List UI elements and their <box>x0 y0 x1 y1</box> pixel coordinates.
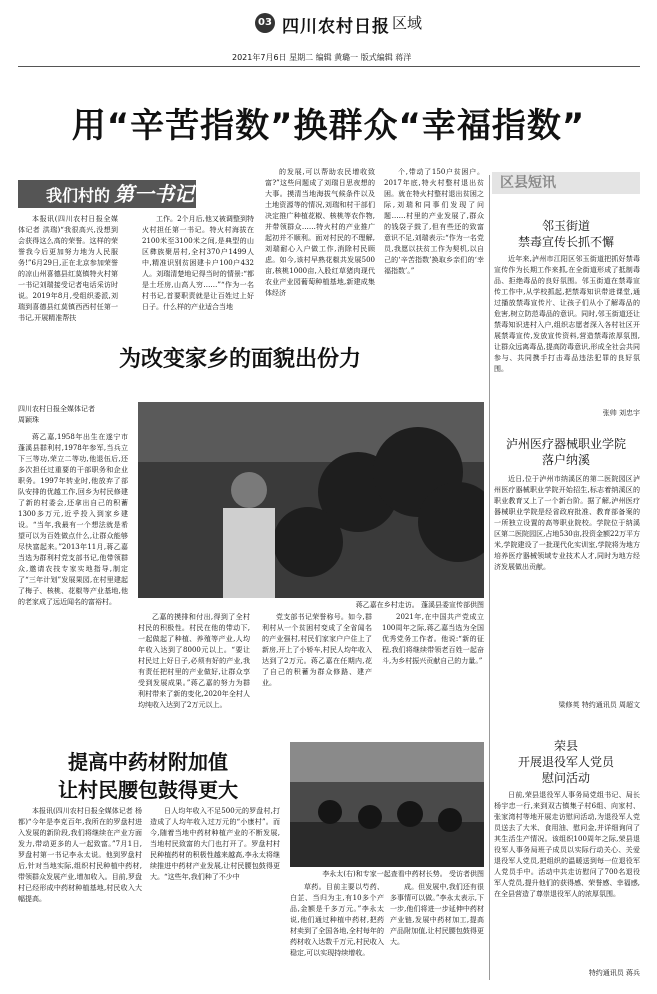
article2-col1: 蒋乙嘉,1958年出生在遂宁市蓬溪县群利村,1978年参军,当兵立下三等功,荣立二等功,他退伍后,还多次担任过重要的干部职务和企业职务。1997年转业时,他放弃了部队安排的优越工作,回乡为村民修建了新的村委会,还拿出自己的积蓄1300多万元,近乎投入到家乡建设。“当年,我最有一个想法就是希望可以为百姓做点什么,让群众能够尽快富起来。”2013年11月,蒋乙嘉当选为群利村党支部书记,他带领群众,邀请农技专家实地指导,制定了“三年计划”发展果园,在村里建起了梅子、核桃、花椒等产业基地,他的老家成了远近闻名的富裕村。 <box>18 433 128 606</box>
article-main-col4: 个,带动了150户贫困户。2017年底,特火村整村退出贫困。就在特火村整村退出贫困之际,刘瑞和同事们发现了问题……村里的产业发展了,群众的钱袋子鼓了,但有些还的致富意识不足,刘瑞表示:“作为一名党员,我愿以扶贫工作为契机,以自己的‘辛苦指数’换取乡亲们的‘幸福指数’。” <box>384 168 484 275</box>
article3-photo-caption: 李永太(右)和专家一起查看中药材长势。 受访者供图 <box>322 870 484 878</box>
sidebar-item-sign: 梁修英 特约通讯员 周超文 <box>558 701 640 709</box>
sidebar-item-title: 邻玉街道 禁毒宣传长抓不懈 <box>517 219 614 249</box>
sidebar-band: 区县短讯 <box>492 172 640 194</box>
sidebar-item-body: 日前,荣县退役军人事务局党组书记、局长杨宇忠一行,来到双古镇集子村6组、向家村、张家湾村等地开展走访慰问活动,为退役军人党员送去了大米、食用油、慰问金,并详细询问了其生活生产情况。该组织100周年之际,荣县退役军人事务局班子成员以实际行动关心、关爱退役军人党员,把组织的温暖送到每一位退役军人党员手中。活动中共走访慰问了700名退役军人党员,提升他们的获得感、荣誉感、幸福感,在全县营造了尊崇退役军人的浓厚氛围。 <box>494 791 640 898</box>
article2-title: 为改变家乡的面貌出份力 <box>118 347 361 372</box>
article3-col4: 成。但发展中,我们还有很多事情可以做。”李永太表示,下一步,他们将进一步延伸中药材产业链,发展中药材加工,提高产品附加值,让村民腰包鼓得更大。 <box>390 883 484 946</box>
article2-col3: 党支部书记荣誉称号。如今,群利村从一个贫困村变成了全省闻名的产业强村,村民们家家户户住上了新房,开上了小轿车,村民人均年收入达到了2万元。蒋乙嘉在任期内,花了自己的积蓄为群众修路、建产业。 <box>262 613 372 687</box>
sidebar-item-body: 近日,位于泸州市纳溪区的第二医院园区泸州医疗器械职业学院开始招生,标志着纳溪区的职业教育又上了一个新台阶。据了解,泸州医疗器械职业学院是经省政府批准、教育部备案的一所独立设置的高等职业院校。学院位于纳溪区第二医院园区,占地530亩,投资金额22万平方米,学院建设了一批现代化实训室,学院将为地方培养医疗器械领域专业技术人才,同时为地方经济发展做出贡献。 <box>494 475 640 571</box>
column-banner <box>18 180 196 208</box>
sidebar-divider <box>489 175 490 980</box>
article-main-col1: 本报讯(四川农村日报全媒体记者 洪瑞)“我很高兴,没想到会获得这么高的荣誉。这样的荣誉我今后更加努力地为人民服务!”6月29日,正在北京参加荣誉的凉山州喜德县红莫镇特火村第一书记刘瑞接受记者电话采访时说。2019年8月,受组织委派,刘瑞到喜德县红莫镇西西村任第一书记,开展精准帮扶 <box>18 215 118 322</box>
article-main-col3: 的发展,可以帮助农民增收致富?”这些问题成了刘瑞日思夜想的大事。摸清当地海拔气候条件以及土地资源等的情况,刘瑞和村干部们决定推广种植花椒、核桃等农作物,并带领群众……特火村的产业推广起初并不顺利。面对村民的不理解,刘瑞耐心入户做工作,消除村民顾虑。如今,该村早熟花椒共发展500亩,核桃1000亩,入股红草猪肉现代农业产业园葡萄种植基地,新建成集体经济 <box>265 168 375 297</box>
header-rule <box>18 66 640 67</box>
article3-photo <box>290 742 484 867</box>
article3-title: 提高中药材附加值 让村民腰包鼓得更大 <box>58 750 238 802</box>
sidebar-item-sign: 张帅 刘忠宇 <box>602 409 640 417</box>
sidebar-item-sign: 特约通讯员 蒋兵 <box>588 969 640 977</box>
article2-byline: 四川农村日报全媒体记者 周颖珠 <box>18 405 95 424</box>
article3-col3: 草药。目前主要以芍药、白芷、当归为主,有10多个产品,金额是千多万元。”李永太说,他们通过种植中药材,把药材卖到了全国各地,全村每年的药材收入达数千万元,村民收入稳定,可以实现持续增收。 <box>290 883 384 957</box>
sidebar-item-body: 近年来,泸州市江阳区邻玉街道把抓好禁毒宣传作为长期工作来抓,在全街道形成了抵制毒品、拒绝毒品的良好氛围。邻玉街道在禁毒宣传工作中,从学校抓起,把禁毒知识带进课堂,通过播放禁毒宣传片、让孩子们从小了解毒品的危害,树立防范毒品的意识。同时,邻玉街道还让禁毒知识进村入户,组织志愿者深入各村社区开展禁毒宣传,发放宣传资料,营造禁毒浓厚氛围,让群众远离毒品,提高防毒意识,形成全社会共同参与、共同携手打击毒品违法犯罪的良好氛围。 <box>494 255 640 373</box>
sidebar-item-title: 荣县 开展退役军人党员 慰问活动 <box>517 739 614 785</box>
section-name: 区域 <box>392 14 423 32</box>
article2-photo-caption: 蒋乙嘉在乡村走访。 蓬溪县委宣传部供图 <box>355 601 484 609</box>
article3-col1: 本报讯(四川农村日报全媒体记者 杨都)“今年是李克百年,我所在的罗盘村进入发展的新阶段,我们将继续在产业方面发力,带动更多的人一起致富。”7月1日,罗盘村第一书记李永太说。他到罗盘村后,针对当地实际,组织村民种植中药材,带领群众发展产业,增加收入。目前,罗盘村已经形成中药材种植基地,村民收入大幅提高。 <box>18 807 142 903</box>
page-number: 03 <box>255 13 275 33</box>
article-main-col2: 工作。2个月后,他又被调整到特火村担任第一书记。特火村海拔在2100米至3100米之间,是典型的山区彝族聚居村,全村370户1499人中,精准识别贫困建卡户100户432人。刘瑞清楚地记得当时的情景:“都是土坯房,山高人穷……”“作为一名村书记,首要职责就是让百姓过上好日子。什么样的产业适合当地 <box>142 215 254 311</box>
article2-photo <box>138 402 484 598</box>
page-headline: 用“辛苦指数”换群众“幸福指数” <box>71 106 586 146</box>
herb-field-photo <box>290 742 484 867</box>
banner-highlight: 第一书记 <box>114 182 195 206</box>
article2-col4: 2021年,在中国共产党成立100周年之际,蒋乙嘉当选为全国优秀党务工作者。他说:“新的征程,我们将继续带领老百姓一起奋斗,为乡村振兴贡献自己的力量。” <box>382 613 484 665</box>
article2-col2: 乙嘉的摸排和付出,得到了全村村民的积极性。村民在他的带动下,一起做起了种植、养殖等产业,人均年收入达到了8000元以上。“要让村民过上好日子,必须有好的产业,我有责任把村里的产业做好,让群众享受到发展成果。”蒋乙嘉的努力为群利村带来了新的变化,2020年全村人均纯收入达到了2万元以上。 <box>138 613 250 709</box>
article3-col2: 日人均年收入不足500元的罗盘村,打造成了人均年收入过万元的“小康村”。而今,随着当地中药材种植产业的不断发展,当地村民致富的大门也打开了。罗盘村村民种植药材的积极性越来越高,李永太将继续推进中药材产业发展,让村民腰包鼓得更大。“这些年,我们种了不少中 <box>150 807 280 881</box>
date-line: 2021年7月6日 星期二 编辑 黄璐一 版式编辑 蒋洋 <box>232 53 412 62</box>
sidebar-item-title: 泸州医疗器械职业学院 落户纳溪 <box>505 437 626 467</box>
banner-prefix: 我们村的 <box>46 186 111 205</box>
newspaper-brand: 四川农村日报 <box>282 17 390 37</box>
farmer-photo <box>138 402 484 598</box>
